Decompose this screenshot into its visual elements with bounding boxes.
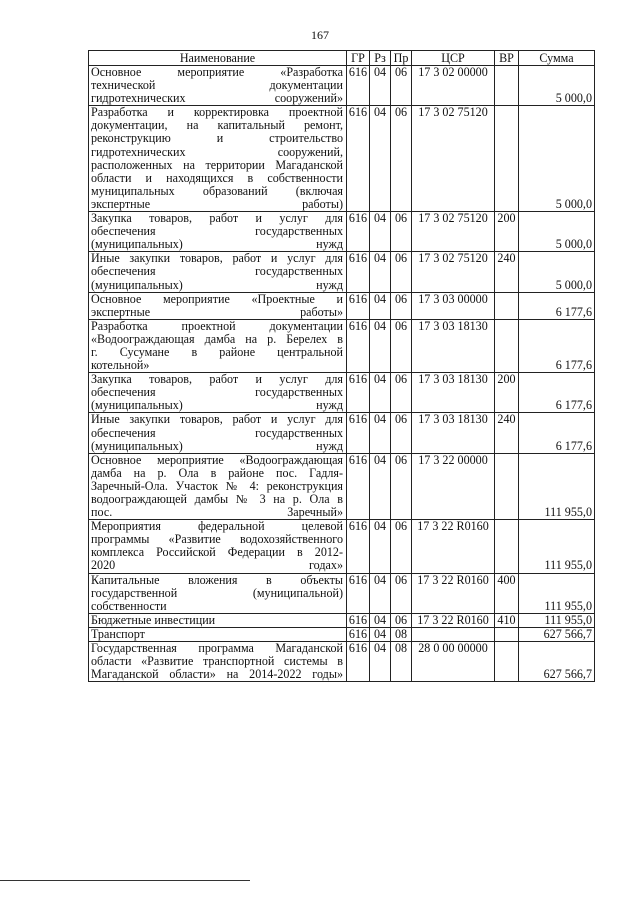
row-sum: 5 000,0 — [519, 66, 595, 106]
table-row — [89, 319, 595, 372]
row-sum: 6 177,6 — [519, 373, 595, 413]
row-gr: 616 — [347, 106, 370, 212]
row-vr — [495, 319, 519, 372]
row-name-line: области и находящихся в собственности — [91, 170, 343, 185]
row-name — [89, 627, 347, 641]
row-rz: 04 — [370, 319, 391, 372]
row-sum: 111 955,0 — [519, 520, 595, 573]
row-pr: 06 — [391, 613, 412, 627]
row-pr: 08 — [391, 642, 412, 682]
row-pr: 06 — [391, 413, 412, 453]
row-rz: 04 — [370, 252, 391, 292]
table-row — [89, 453, 595, 519]
row-pr: 06 — [391, 520, 412, 573]
table-body — [89, 66, 595, 682]
row-name-line: Иные закупки товаров, работ и услуг для — [91, 251, 343, 266]
row-sum: 6 177,6 — [519, 292, 595, 319]
header-pr: Пр — [391, 51, 412, 66]
row-name-line: гидротехнических сооружений, — [91, 144, 343, 159]
row-sum: 5 000,0 — [519, 212, 595, 252]
row-rz: 04 — [370, 520, 391, 573]
row-sum: 627 566,7 — [519, 642, 595, 682]
row-name-line: (муниципальных) нужд — [91, 277, 343, 292]
row-csr: 17 3 03 18130 — [412, 373, 495, 413]
row-name-line: Заречный-Ола. Участок № 4: реконструкция — [91, 478, 343, 493]
row-rz: 04 — [370, 413, 391, 453]
row-name-line: водоограждающей дамбы № 3 на р. Ола в — [91, 492, 343, 506]
row-gr: 616 — [347, 212, 370, 252]
row-gr: 616 — [347, 453, 370, 519]
row-name-line: Закупка товаров, работ и услуг для — [91, 372, 343, 387]
row-name-line: документации, на капитальный ремонт, — [91, 118, 343, 133]
row-name-line: экспертные работы) — [91, 196, 343, 211]
row-name — [89, 613, 347, 627]
row-csr: 17 3 02 00000 — [412, 66, 495, 106]
row-gr: 616 — [347, 252, 370, 292]
row-name — [89, 212, 347, 252]
row-name — [89, 292, 347, 319]
row-sum: 111 955,0 — [519, 453, 595, 519]
header-gr: ГР — [347, 51, 370, 66]
row-rz: 04 — [370, 573, 391, 613]
row-name-line: «Водоограждающая дамба на р. Берелех в — [91, 331, 343, 346]
header-vr: ВР — [495, 51, 519, 66]
row-name-line: расположенных на территории Магаданской — [91, 157, 343, 172]
row-vr — [495, 292, 519, 319]
row-gr: 616 — [347, 573, 370, 613]
row-vr: 200 — [495, 212, 519, 252]
row-name-line: обеспечения государственных — [91, 264, 343, 279]
table-row — [89, 373, 595, 413]
row-pr: 08 — [391, 627, 412, 641]
row-name-line: технической документации — [91, 78, 343, 93]
row-pr: 06 — [391, 319, 412, 372]
row-vr: 240 — [495, 252, 519, 292]
row-pr: 06 — [391, 373, 412, 413]
row-csr: 17 3 02 75120 — [412, 252, 495, 292]
row-vr — [495, 627, 519, 641]
row-name-line: (муниципальных) нужд — [91, 398, 343, 413]
row-name — [89, 319, 347, 372]
table-row — [89, 292, 595, 319]
row-name — [89, 106, 347, 212]
row-gr: 616 — [347, 613, 370, 627]
header-sum: Сумма — [519, 51, 595, 66]
row-name-line: (муниципальных) нужд — [91, 237, 343, 252]
row-name-line: Магаданской области» на 2014-2022 годы» — [91, 667, 343, 682]
row-csr: 17 3 03 18130 — [412, 413, 495, 453]
row-vr: 410 — [495, 613, 519, 627]
row-sum: 111 955,0 — [519, 573, 595, 613]
row-sum: 5 000,0 — [519, 106, 595, 212]
row-rz: 04 — [370, 453, 391, 519]
row-name — [89, 642, 347, 682]
row-name-line: (муниципальных) нужд — [91, 438, 343, 453]
table-row — [89, 66, 595, 106]
table-row — [89, 252, 595, 292]
row-csr: 17 3 02 75120 — [412, 106, 495, 212]
row-pr: 06 — [391, 292, 412, 319]
row-csr: 17 3 03 00000 — [412, 292, 495, 319]
row-rz: 04 — [370, 373, 391, 413]
row-gr: 616 — [347, 627, 370, 641]
row-name-line: Капитальные вложения в объекты — [91, 572, 343, 587]
table-row — [89, 573, 595, 613]
row-rz: 04 — [370, 627, 391, 641]
row-name-line: собственности — [91, 598, 167, 613]
row-csr: 17 3 22 00000 — [412, 453, 495, 519]
row-name-line: пос. Заречный» — [91, 505, 343, 520]
row-vr — [495, 520, 519, 573]
row-name-line: государственной (муниципальной) — [91, 585, 343, 600]
row-sum: 6 177,6 — [519, 413, 595, 453]
row-name — [89, 453, 347, 519]
row-gr: 616 — [347, 413, 370, 453]
row-rz: 04 — [370, 292, 391, 319]
header-row — [89, 51, 595, 66]
row-csr: 17 3 22 R0160 — [412, 520, 495, 573]
row-name-line: Транспорт — [91, 626, 145, 641]
row-gr: 616 — [347, 520, 370, 573]
row-name — [89, 252, 347, 292]
row-pr: 06 — [391, 573, 412, 613]
row-csr: 17 3 22 R0160 — [412, 613, 495, 627]
row-name — [89, 520, 347, 573]
row-name-line: Разработка проектной документации — [91, 318, 343, 333]
row-name — [89, 66, 347, 106]
row-pr: 06 — [391, 252, 412, 292]
table-row — [89, 627, 595, 641]
row-name-line: дамба на р. Ола в районе пос. Гадля- — [91, 465, 343, 480]
table-row — [89, 212, 595, 252]
row-csr: 17 3 02 75120 — [412, 212, 495, 252]
table-row — [89, 413, 595, 453]
row-gr: 616 — [347, 66, 370, 106]
row-pr: 06 — [391, 453, 412, 519]
row-vr — [495, 642, 519, 682]
row-rz: 04 — [370, 613, 391, 627]
table-row — [89, 642, 595, 682]
row-vr — [495, 453, 519, 519]
row-name-line: реконструкцию и строительство — [91, 131, 343, 146]
header-rz: Рз — [370, 51, 391, 66]
row-name-line: комплекса Российской Федерации в 2012- — [91, 545, 343, 560]
row-rz: 04 — [370, 642, 391, 682]
row-name-line: Иные закупки товаров, работ и услуг для — [91, 412, 343, 427]
row-name-line: обеспечения государственных — [91, 425, 343, 440]
row-pr: 06 — [391, 106, 412, 212]
table-row — [89, 106, 595, 212]
row-pr: 06 — [391, 66, 412, 106]
row-name-line: гидротехнических сооружений» — [91, 91, 343, 106]
row-sum: 111 955,0 — [519, 613, 595, 627]
row-name-line: обеспечения государственных — [91, 224, 343, 239]
row-gr: 616 — [347, 292, 370, 319]
row-name-line: программы «Развитие водохозяйственного — [91, 532, 343, 547]
row-rz: 04 — [370, 212, 391, 252]
row-name — [89, 413, 347, 453]
row-rz: 04 — [370, 66, 391, 106]
row-vr: 240 — [495, 413, 519, 453]
row-gr: 616 — [347, 642, 370, 682]
row-gr: 616 — [347, 319, 370, 372]
row-name-line: Закупка товаров, работ и услуг для — [91, 211, 343, 226]
row-sum: 6 177,6 — [519, 319, 595, 372]
row-name-line: области «Развитие транспортной системы в — [91, 654, 343, 669]
row-name-line: Основное мероприятие «Разработка — [91, 65, 343, 79]
row-gr: 616 — [347, 373, 370, 413]
page-number: 167 — [311, 28, 329, 42]
row-name-line: экспертные работы» — [91, 304, 343, 319]
row-name-line: Бюджетные инвестиции — [91, 612, 216, 627]
row-vr — [495, 66, 519, 106]
table-row — [89, 520, 595, 573]
row-vr: 200 — [495, 373, 519, 413]
header-name: Наименование — [89, 51, 347, 66]
table-header — [89, 51, 595, 66]
header-csr: ЦСР — [412, 51, 495, 66]
row-name-line: г. Сусумане в районе центральной — [91, 344, 343, 359]
row-csr — [412, 627, 495, 641]
row-name-line: Государственная программа Магаданской — [91, 641, 343, 656]
row-name — [89, 573, 347, 613]
footer-rule — [0, 880, 250, 881]
row-name-line: Основное мероприятие «Проектные и — [91, 291, 343, 306]
row-sum: 627 566,7 — [519, 627, 595, 641]
row-rz: 04 — [370, 106, 391, 212]
row-vr — [495, 106, 519, 212]
row-vr: 400 — [495, 573, 519, 613]
row-name-line: Мероприятия федеральной целевой — [91, 519, 343, 534]
row-csr: 17 3 03 18130 — [412, 319, 495, 372]
row-csr: 17 3 22 R0160 — [412, 573, 495, 613]
row-name-line: котельной» — [91, 358, 150, 373]
budget-table — [88, 50, 595, 682]
row-name-line: муниципальных образований (включая — [91, 183, 343, 198]
row-name — [89, 373, 347, 413]
row-sum: 5 000,0 — [519, 252, 595, 292]
row-name-line: Основное мероприятие «Водоограждающая — [91, 452, 343, 467]
table-row — [89, 613, 595, 627]
row-name-line: обеспечения государственных — [91, 385, 343, 400]
row-pr: 06 — [391, 212, 412, 252]
row-name-line: 2020 годах» — [91, 558, 343, 573]
row-csr: 28 0 00 00000 — [412, 642, 495, 682]
row-name-line: Разработка и корректировка проектной — [91, 105, 343, 120]
